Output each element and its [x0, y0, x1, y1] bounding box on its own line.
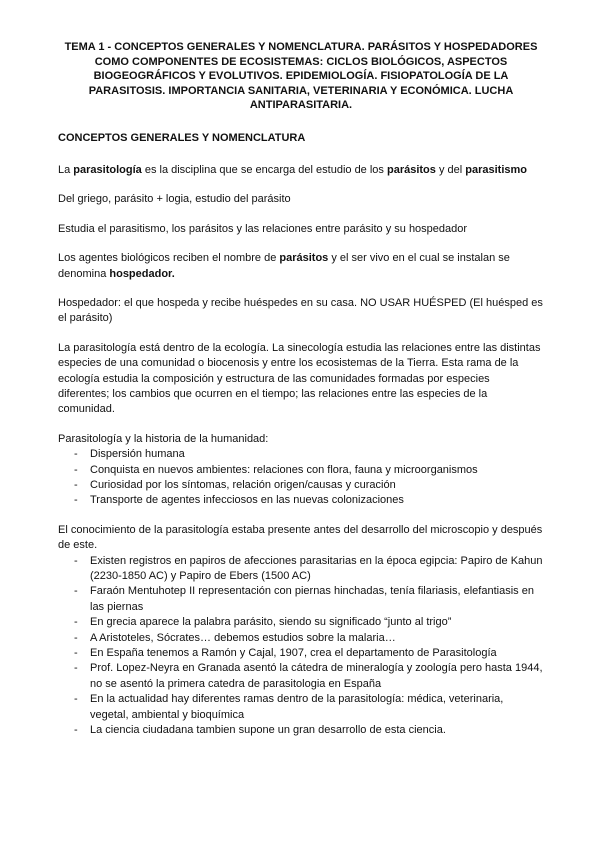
- list-item: - Conquista en nuevos ambientes: relaciones con flora, fauna y microorganismos: [90, 463, 544, 478]
- text-run: y el ser vivo en el cual se instalan se denomina: [58, 252, 510, 280]
- text-run: La: [58, 163, 74, 176]
- paragraph-agents: [58, 251, 544, 282]
- paragraph-etymology: Del griego, parásito + logia, estudio del parásito: [58, 193, 291, 206]
- list-item: - Prof. Lopez-Neyra en Granada asentó la cátedra de mineralogía y zoología pero hasta 1944, no se asentó la primera catedra de parasitologia en España: [90, 661, 544, 692]
- list-item: - En la actualidad hay diferentes ramas dentro de la parasitología: médica, veterinaria, vegetal, ambiental y bioquímica: [90, 692, 544, 723]
- list-item: - Existen registros en papiros de afecciones parasitarias en la época egipcia: Papiro de Kahun (2230-1850 AC) y Papiro de Ebers (1500 AC): [90, 554, 544, 585]
- list-historia: [58, 447, 544, 509]
- list-item: - A Aristoteles, Sócrates… debemos estudios sobre la malaria…: [90, 631, 544, 646]
- list-item: - Curiosidad por los síntomas, relación origen/causas y curación: [90, 478, 544, 493]
- bold-term-parasitismo: parasitismo: [465, 163, 528, 176]
- list-item: - Faraón Mentuhotep II representación con piernas hinchadas, tenía filariasis, elefantiasis en las piernas: [90, 584, 544, 615]
- list-conocimiento: [58, 554, 544, 739]
- text-run: es la disciplina que se encarga del estudio de los: [141, 163, 387, 176]
- list-item: - En España tenemos a Ramón y Cajal, 1907, crea el departamento de Parasitología: [90, 646, 544, 661]
- paragraph-hospedador: Hospedador: el que hospeda y recibe huéspedes en su casa. NO USAR HUÉSPED (El huésped es el parásito): [58, 296, 543, 325]
- paragraph-definition: [58, 163, 544, 178]
- document-title: TEMA 1 - CONCEPTOS GENERALES Y NOMENCLATURA. PARÁSITOS Y HOSPEDADORES COMO COMPONENTES DE ECOSISTEMAS: CICLOS BIOLÓGICOS, ASPECTOS BIOGEOGRÁFICOS Y EVOLUTIVOS. EPIDEMIOLOGÍA. FISIOPATOLOGÍA DE LA PARASITOSIS. IMPORTANCIA SANITARIA, VETERINARIA Y ECONÓMICA. LUCHA ANTIPARASITARIA.: [64, 41, 538, 111]
- text-run: y del: [435, 163, 466, 176]
- text-run: Los agentes biológicos reciben el nombre de: [58, 252, 280, 265]
- list-item: - Dispersión humana: [90, 447, 544, 462]
- bold-term-hospedador: hospedador.: [109, 267, 175, 280]
- bold-term-parasitologia: parasitología: [73, 163, 142, 176]
- section-heading: CONCEPTOS GENERALES Y NOMENCLATURA: [58, 131, 306, 144]
- list-item: - La ciencia ciudadana tambien supone un gran desarrollo de esta ciencia.: [90, 723, 544, 738]
- bold-term-parasitos: parásitos: [279, 252, 329, 265]
- list-item: - En grecia aparece la palabra parásito, siendo su significado “junto al trigo”: [90, 615, 544, 630]
- list-item: - Transporte de agentes infecciosos en las nuevas colonizaciones: [90, 493, 544, 508]
- document-page: [58, 40, 544, 739]
- paragraph-ecologia: La parasitología está dentro de la ecología. La sinecología estudia las relaciones entre las distintas especies de una comunidad o biocenosis y entre los ecosistemas de la Tierra. Esta rama de la ecología estudia la composición y estructura de las comunidades formadas por especies diferentes; los cambios que ocurren en el tiempo; las relaciones entre las especies de la comunidad.: [58, 341, 541, 416]
- list-intro-conocimiento: El conocimiento de la parasitología estaba presente antes del desarrollo del microscopio y después de este.: [58, 523, 543, 552]
- bold-term-parasitos: parásitos: [386, 163, 436, 176]
- list-intro-historia: Parasitología y la historia de la humanidad:: [58, 432, 269, 445]
- paragraph-scope: Estudia el parasitismo, los parásitos y las relaciones entre parásito y su hospedador: [58, 222, 468, 235]
